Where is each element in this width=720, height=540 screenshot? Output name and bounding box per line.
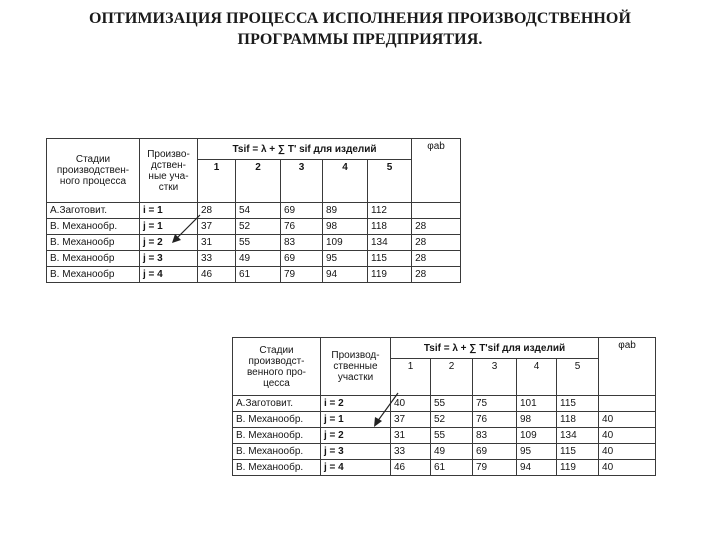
value-cell: 49 [236, 251, 281, 267]
stage-cell: В. Механообр [47, 235, 140, 251]
phi-cell: 28 [412, 235, 461, 251]
value-cell: 98 [323, 219, 368, 235]
table-2-header-product: 4 [517, 359, 557, 396]
table-1-header-product: 1 [198, 160, 236, 203]
value-cell: 76 [281, 219, 323, 235]
value-cell: 69 [473, 444, 517, 460]
value-cell: 79 [473, 460, 517, 476]
phi-cell [412, 203, 461, 219]
title-line-2: ПРОГРАММЫ ПРЕДПРИЯТИЯ. [237, 31, 483, 48]
title-line-1: ОПТИМИЗАЦИЯ ПРОЦЕССА ИСПОЛНЕНИЯ ПРОИЗВОДСТВЕННОЙ [88, 10, 632, 27]
table-2-header-product: 1 [391, 359, 431, 396]
table-1-header-product: 2 [236, 160, 281, 203]
value-cell: 119 [368, 267, 412, 283]
phi-cell [599, 396, 656, 412]
phi-cell: 40 [599, 412, 656, 428]
value-cell: 76 [473, 412, 517, 428]
table-row [47, 219, 461, 235]
value-cell: 55 [431, 428, 473, 444]
section-cell: j = 4 [140, 267, 198, 283]
table-1-header-product: 5 [368, 160, 412, 203]
value-cell: 61 [431, 460, 473, 476]
section-cell: j = 2 [140, 235, 198, 251]
section-cell: j = 3 [321, 444, 391, 460]
value-cell: 94 [517, 460, 557, 476]
section-cell: j = 1 [140, 219, 198, 235]
table-row [47, 267, 461, 283]
section-cell: j = 4 [321, 460, 391, 476]
table-2-header-phi: φab [599, 338, 656, 396]
value-cell: 119 [557, 460, 599, 476]
value-cell: 40 [391, 396, 431, 412]
phi-cell: 40 [599, 444, 656, 460]
table-2-header-product: 2 [431, 359, 473, 396]
arrow-icon [166, 212, 206, 246]
table-1-header-section: Произво-дствен-ные уча-стки [140, 139, 198, 203]
table-row [47, 235, 461, 251]
phi-cell: 28 [412, 267, 461, 283]
stage-cell: В. Механообр. [233, 460, 321, 476]
stage-cell: В. Механообр. [233, 412, 321, 428]
value-cell: 83 [281, 235, 323, 251]
phi-cell: 40 [599, 428, 656, 444]
value-cell: 52 [236, 219, 281, 235]
stage-cell: В. Механообр. [233, 428, 321, 444]
section-cell: i = 2 [321, 396, 391, 412]
value-cell: 55 [236, 235, 281, 251]
value-cell: 61 [236, 267, 281, 283]
table-1 [46, 138, 461, 283]
arrow-icon [366, 390, 406, 430]
table-row [233, 460, 656, 476]
page-title [0, 8, 720, 50]
table-row [233, 396, 656, 412]
table-row [233, 444, 656, 460]
stage-cell: А.Заготовит. [233, 396, 321, 412]
value-cell: 109 [323, 235, 368, 251]
value-cell: 98 [517, 412, 557, 428]
value-cell: 89 [323, 203, 368, 219]
table-row [47, 251, 461, 267]
value-cell: 75 [473, 396, 517, 412]
stage-cell: В. Механообр [47, 251, 140, 267]
value-cell: 94 [323, 267, 368, 283]
value-cell: 109 [517, 428, 557, 444]
phi-cell: 28 [412, 251, 461, 267]
table-1-header-tsif: Tsif = λ + ∑ T' sif для изделий [198, 139, 412, 160]
value-cell: 31 [198, 235, 236, 251]
section-cell: j = 3 [140, 251, 198, 267]
table-row [233, 412, 656, 428]
value-cell: 55 [431, 396, 473, 412]
section-cell: i = 1 [140, 203, 198, 219]
stage-cell: В. Механообр. [233, 444, 321, 460]
section-cell: j = 1 [321, 412, 391, 428]
table-2-header-product: 3 [473, 359, 517, 396]
value-cell: 134 [368, 235, 412, 251]
table-2-header-product: 5 [557, 359, 599, 396]
table-2 [232, 337, 656, 476]
value-cell: 52 [431, 412, 473, 428]
table-row [47, 203, 461, 219]
value-cell: 69 [281, 203, 323, 219]
section-cell: j = 2 [321, 428, 391, 444]
table-row [233, 428, 656, 444]
stage-cell: В. Механообр. [47, 219, 140, 235]
table-2-header-stage: Стадии производст-венного про-цесса [233, 338, 321, 396]
table-1-header-stage: Стадии производствен-ного процесса [47, 139, 140, 203]
value-cell: 118 [557, 412, 599, 428]
value-cell: 37 [391, 412, 431, 428]
value-cell: 95 [517, 444, 557, 460]
value-cell: 69 [281, 251, 323, 267]
table-1-header-product: 4 [323, 160, 368, 203]
value-cell: 115 [368, 251, 412, 267]
value-cell: 115 [557, 396, 599, 412]
phi-cell: 28 [412, 219, 461, 235]
value-cell: 33 [391, 444, 431, 460]
table-1-header-phi: φab [412, 139, 461, 203]
stage-cell: А.Заготовит. [47, 203, 140, 219]
value-cell: 134 [557, 428, 599, 444]
value-cell: 49 [431, 444, 473, 460]
value-cell: 95 [323, 251, 368, 267]
value-cell: 101 [517, 396, 557, 412]
table-2-header-section: Производ-ственные участки [321, 338, 391, 396]
value-cell: 83 [473, 428, 517, 444]
table-1-header-product: 3 [281, 160, 323, 203]
value-cell: 46 [391, 460, 431, 476]
value-cell: 31 [391, 428, 431, 444]
value-cell: 33 [198, 251, 236, 267]
value-cell: 28 [198, 203, 236, 219]
value-cell: 115 [557, 444, 599, 460]
value-cell: 46 [198, 267, 236, 283]
stage-cell: В. Механообр [47, 267, 140, 283]
phi-cell: 40 [599, 460, 656, 476]
table-2-header-tsif: Tsif = λ + ∑ T'sif для изделий [391, 338, 599, 359]
value-cell: 54 [236, 203, 281, 219]
value-cell: 37 [198, 219, 236, 235]
value-cell: 118 [368, 219, 412, 235]
value-cell: 112 [368, 203, 412, 219]
value-cell: 79 [281, 267, 323, 283]
